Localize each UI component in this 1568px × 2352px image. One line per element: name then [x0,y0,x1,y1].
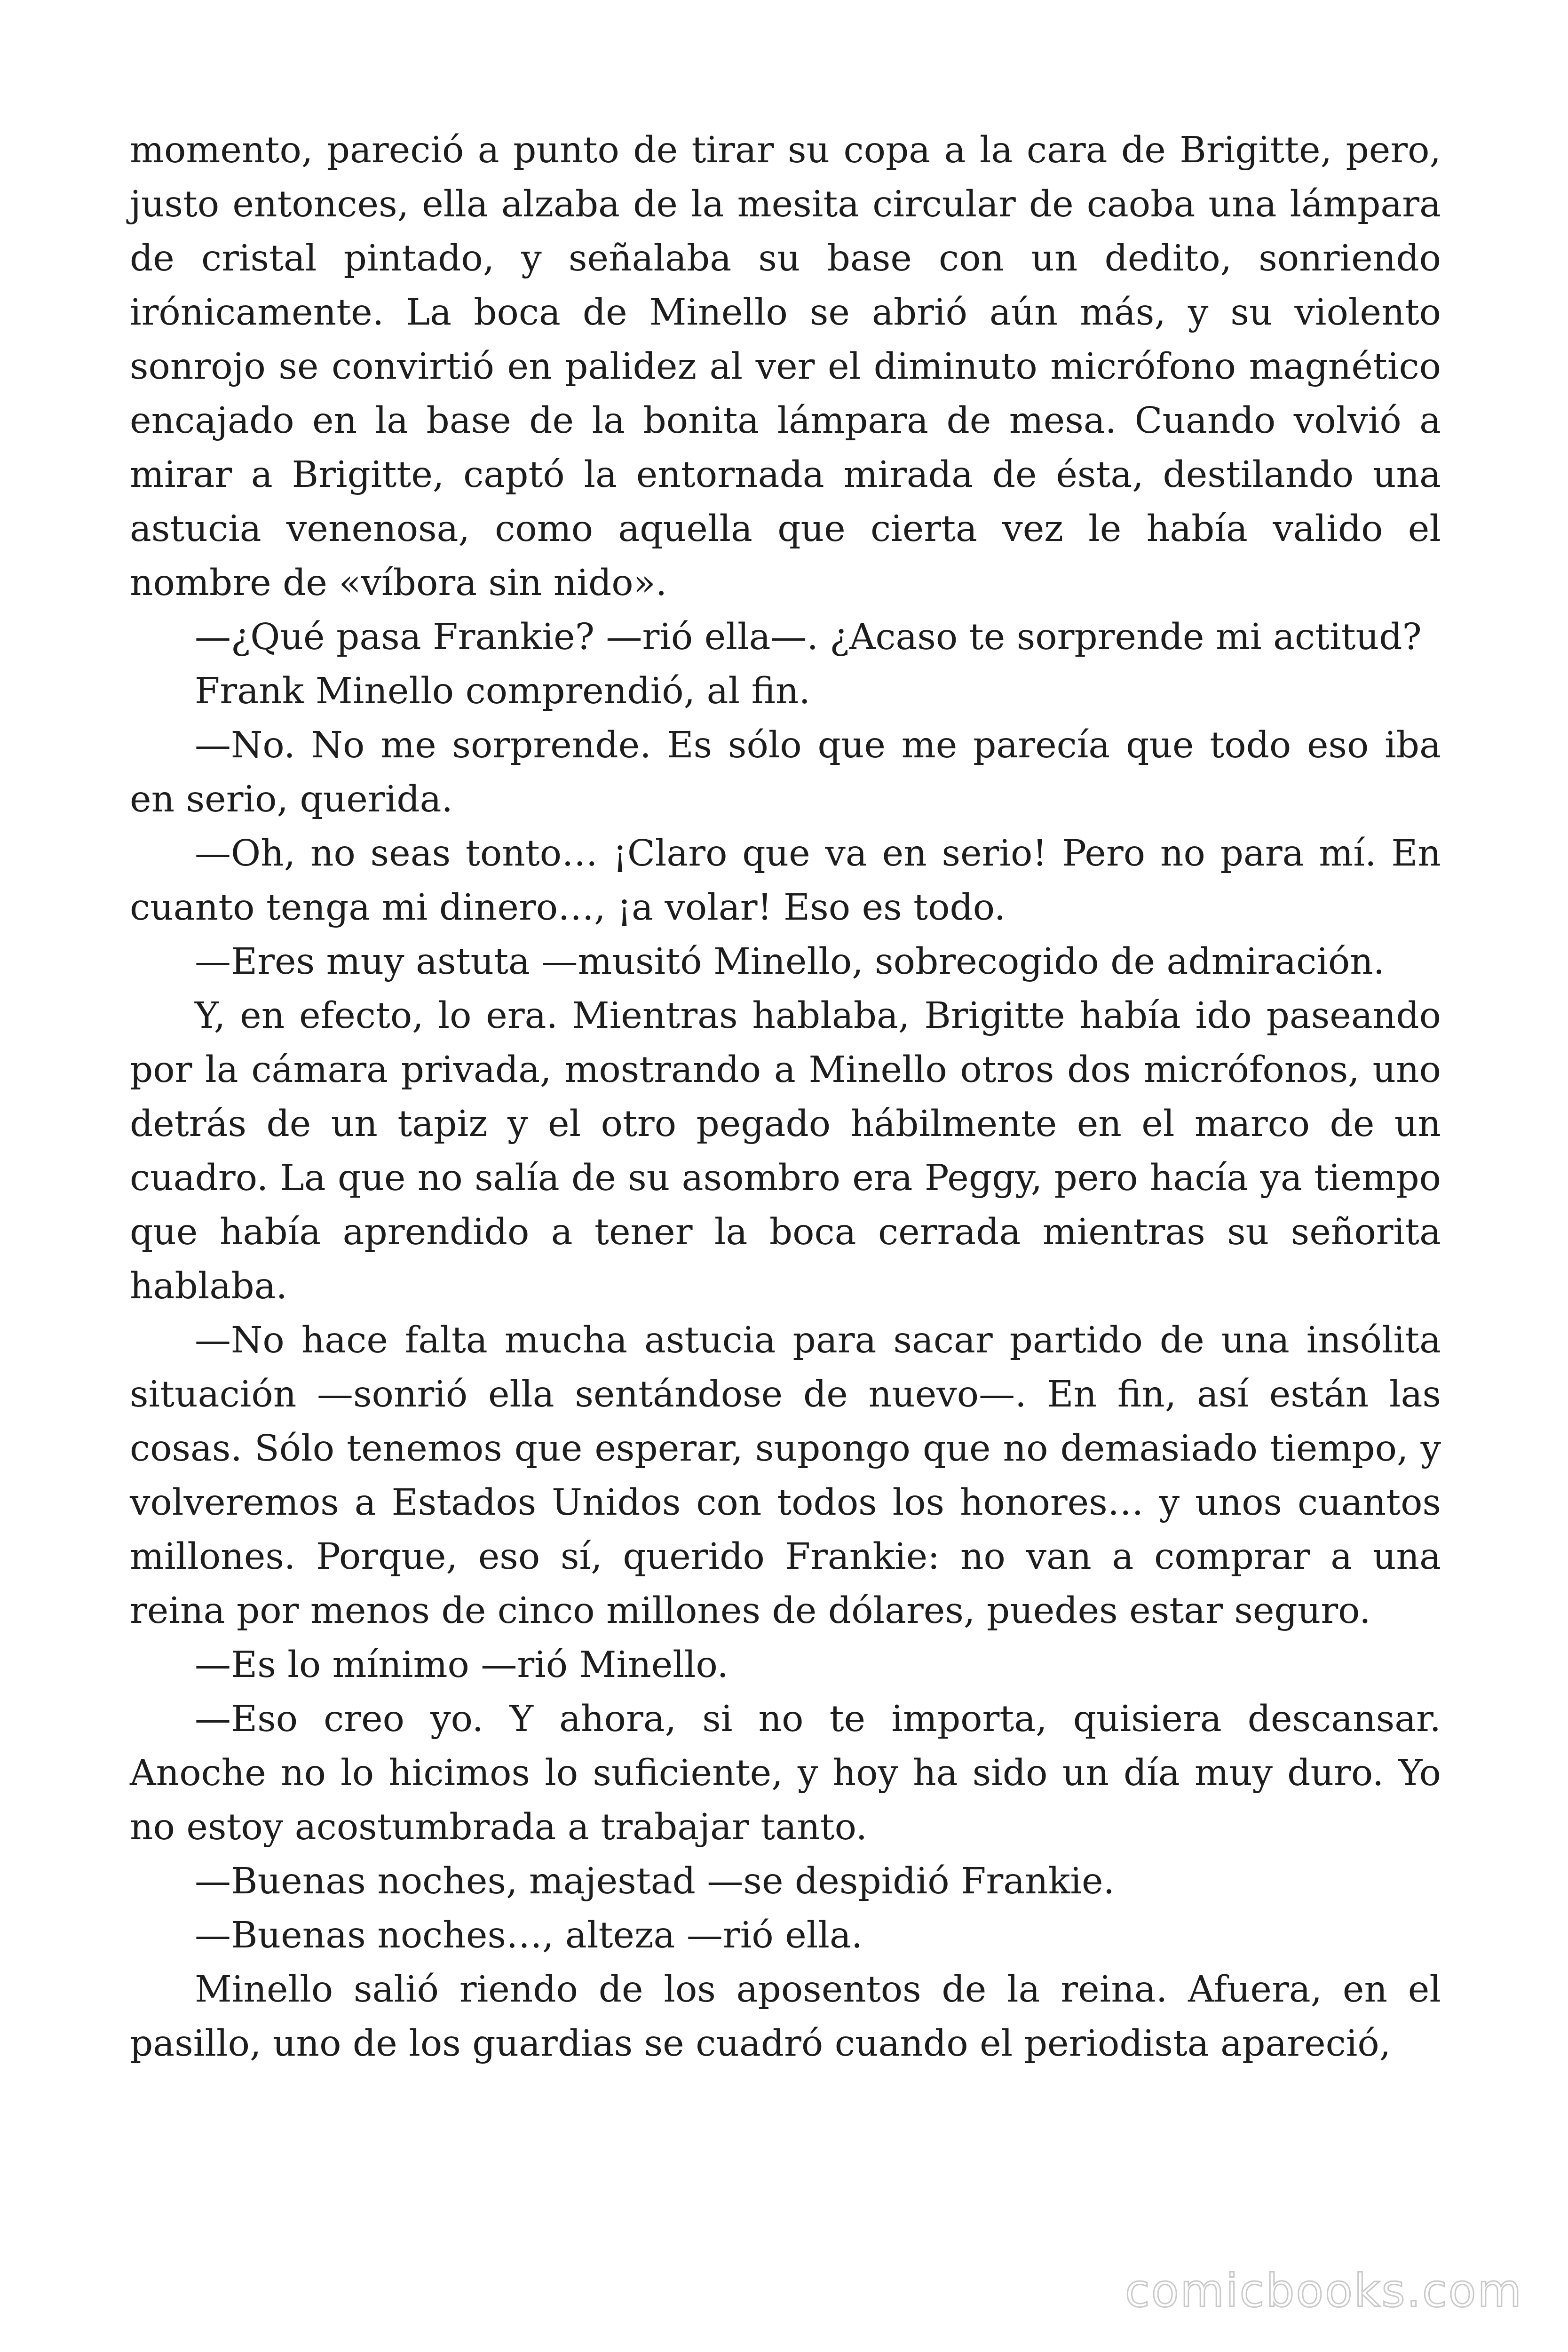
paragraph: —Buenas noches…, alteza —rió ella. [195,1915,863,1956]
paragraph: —Oh, no seas tonto… ¡Claro que va en serio! Pero no para mí. En cuanto tenga mi dinero…, ¡a volar! Eso es todo. [130,833,1441,929]
paragraph: —No. No me sorprende. Es sólo que me parecía que todo eso iba en serio, querida. [130,724,1441,820]
paragraph: —Eso creo yo. Y ahora, si no te importa, quisiera descansar. Anoche no lo hicimos lo suficiente, y hoy ha sido un día muy duro. Yo no estoy acostumbrada a trabajar tanto. [130,1698,1441,1848]
watermark: comicbooks.com [1125,2265,1523,2317]
paragraph: —Es lo mínimo —rió Minello. [195,1644,729,1686]
paragraph: Y, en efecto, lo era. Mientras hablaba, Brigitte había ido paseando por la cámara privada, mostrando a Minello otros dos micrófonos, uno detrás de un tapiz y el otro pegado hábilmente en el marco de un cuadro. La que no salía de su asombro era Peggy, pero hacía ya tiempo que había aprendido a tener la boca cerrada mientras su señorita hablaba. [130,995,1441,1307]
paragraph: —Eres muy astuta —musitó Minello, sobrecogido de admiración. [195,941,1385,983]
paragraph: —Buenas noches, majestad —se despidió Frankie. [195,1860,1115,1902]
paragraph: Minello salió riendo de los aposentos de la reina. Afuera, en el pasillo, uno de los guardias se cuadró cuando el periodista apareció, [130,1969,1441,2065]
paragraph: —No hace falta mucha astucia para sacar partido de una insólita situación —sonrió ella sentándose de nuevo—. En fin, así están las cosas. Sólo tenemos que esperar, supongo que no demasiado tiempo, y volveremos a Estados Unidos con todos los honores… y unos cuantos millones. Porque, eso sí, querido Frankie: no van a comprar a una reina por menos de cinco millones de dólares, puedes estar seguro. [130,1319,1441,1632]
paragraph: momento, pareció a punto de tirar su copa a la cara de Brigitte, pero, justo entonces, ella alzaba de la mesita circular de caoba una lámpara de cristal pintado, y señalaba su base con un dedito, sonriendo irónicamente. La boca de Minello se abrió aún más, y su violento sonrojo se convirtió en palidez al ver el diminuto micrófono magnético encajado en la base de la bonita lámpara de mesa. Cuando volvió a mirar a Brigitte, captó la entornada mirada de ésta, destilando una astucia venenosa, como aquella que cierta vez le había valido el nombre de «víbora sin nido». [130,129,1441,604]
body-text [130,123,1441,2071]
paragraph: —¿Qué pasa Frankie? —rió ella—. ¿Acaso te sorprende mi actitud? [195,616,1422,658]
paragraph: Frank Minello comprendió, al fin. [195,670,810,712]
